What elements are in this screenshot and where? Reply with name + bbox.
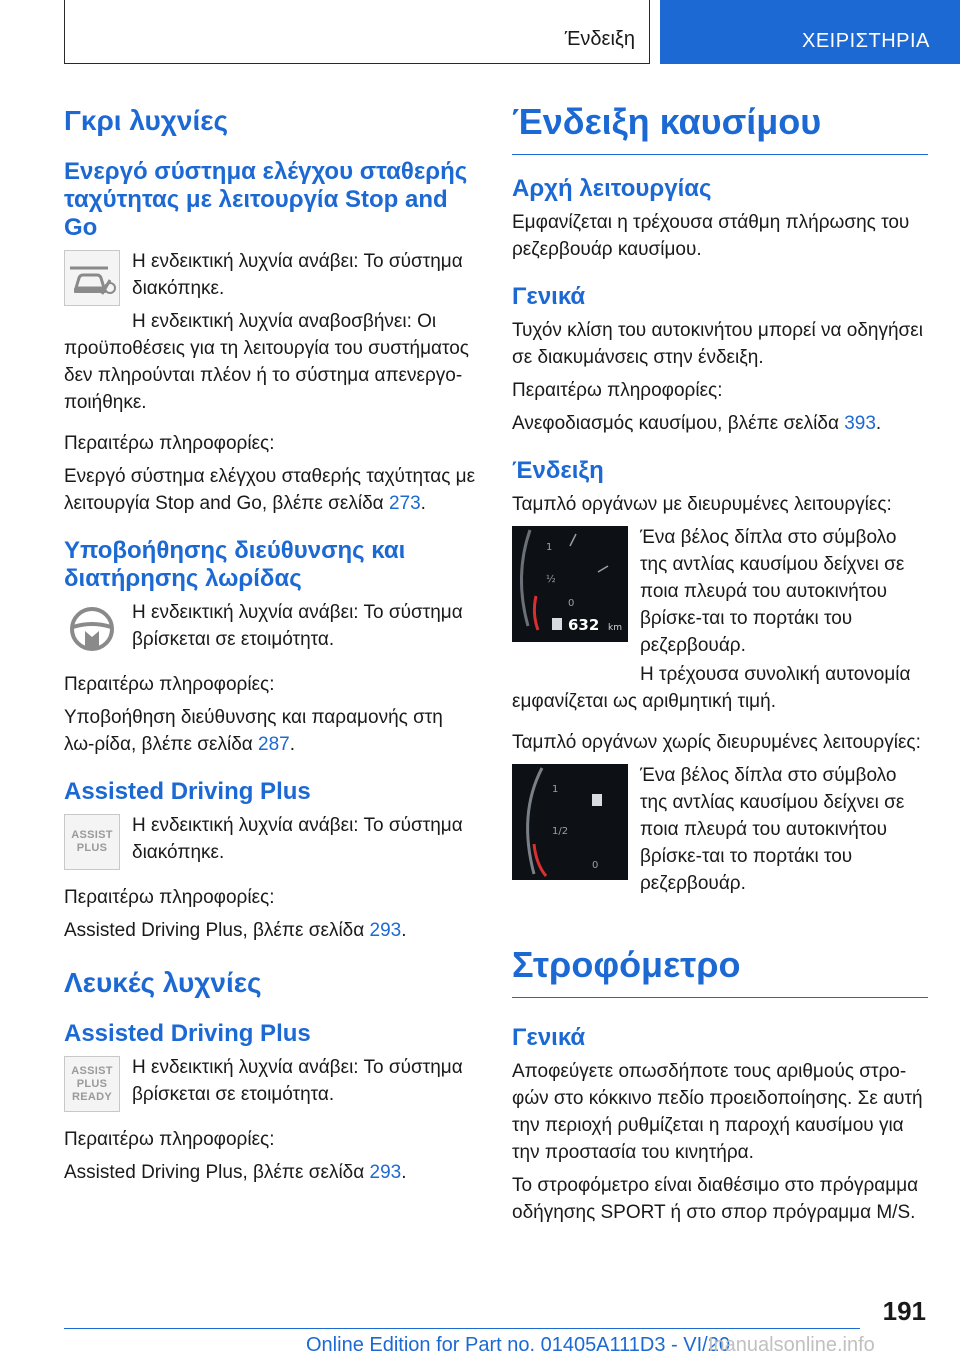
general-heading: Γενικά (512, 283, 586, 310)
display-std-row (512, 762, 928, 897)
left-column (64, 96, 476, 1186)
lane-page-link[interactable]: 287 (258, 734, 290, 755)
header-box (64, 0, 650, 64)
display-ext-range-text: Η τρέχουσα συνολική αυτονομία εμφανίζεται ως αριθμητική τιμή. (512, 664, 911, 712)
adp-heading: Assisted Driving Plus (64, 778, 311, 805)
heading-rule (512, 154, 928, 155)
acc-on-text: Η ενδεικτική λυχνία ανάβει: Το σύστημα διακόπηκε. (132, 251, 463, 299)
lane-heading: Υποβοήθησης διεύθυνσης και διατήρησης λωρίδας (64, 537, 406, 592)
principle-text: Εμφανίζεται η τρέχουσα στάθμη πλήρωσης του ρεζερβουάρ καυσίμου. (512, 212, 910, 260)
svg-text:km: km (608, 623, 622, 633)
general-text: Τυχόν κλίση του αυτοκινήτου μπορεί να οδηγήσει σε διακυμάνσεις στην ένδειξη. (512, 320, 923, 368)
white-lights-heading: Λευκές λυχνίες (64, 967, 262, 998)
footer-edition: Online Edition for Part no. 01405A111D3 - VI/20 (306, 1334, 730, 1356)
acc-indicator-row (64, 248, 476, 306)
svg-text:0: 0 (592, 860, 599, 871)
adp2-more-info: Περαιτέρω πληροφορίες: (64, 1129, 275, 1150)
tacho-text-2: Το στροφόμετρο είναι διαθέσιμο στο πρόγραμμα οδήγησης SPORT ή στο σπορ πρόγραμμα M/S. (512, 1175, 919, 1223)
lane-on-text: Η ενδεικτική λυχνία ανάβει: Το σύστημα βρίσκεται σε ετοιμότητα. (132, 602, 463, 650)
footer-rule (64, 1328, 860, 1329)
tachometer-heading: Στροφόμετρο (512, 944, 741, 985)
display-ext-arrow-text: Ένα βέλος δίπλα στο σύμβολο της αντλίας καυσίμου δείχνει σε ποια πλευρά του αυτοκινήτου βρίσκε-ται το πορτάκι του ρεζερβουάρ. (640, 527, 905, 656)
svg-text:½: ½ (546, 574, 556, 585)
display-std-intro: Ταμπλό οργάνων χωρίς διευρυμένες λειτουργίες: (512, 732, 921, 753)
svg-text:632: 632 (568, 616, 600, 634)
acc-page-link[interactable]: 273 (388, 493, 421, 514)
lane-indicator-row (64, 599, 476, 657)
lane-more-info: Περαιτέρω πληροφορίες: (64, 674, 275, 695)
adp-more-info: Περαιτέρω πληροφορίες: (64, 887, 275, 908)
adp-page-link[interactable]: 293 (369, 920, 402, 941)
principle-heading: Αρχή λειτουργίας (512, 175, 712, 202)
fuel-pump-icon (592, 794, 602, 806)
svg-text:0: 0 (568, 598, 575, 609)
right-column (512, 96, 928, 1226)
extended-fuel-gauge-image (512, 526, 628, 642)
assist-plus-ready-icon: ASSIST PLUS READY (64, 1056, 120, 1112)
adp-reference: Assisted Driving Plus, βλέπε σελίδα 293. (64, 920, 407, 941)
adp2-on-text: Η ενδεικτική λυχνία ανάβει: Το σύστημα βρίσκεται σε ετοιμότητα. (132, 1057, 463, 1105)
page-number: 191 (882, 1296, 926, 1326)
lane-reference: Υποβοήθηση διεύθυνσης και παραμονής στη λω-ρίδα, βλέπε σελίδα 287. (64, 707, 443, 755)
heading-rule (512, 997, 928, 998)
adp-on-text: Η ενδεικτική λυχνία ανάβει: Το σύστημα διακόπηκε. (132, 815, 463, 863)
svg-text:1: 1 (552, 784, 559, 795)
assist-plus-icon: ASSIST PLUS (64, 814, 120, 870)
display-heading: Ένδειξη (512, 457, 604, 484)
acc-car-icon (64, 250, 120, 306)
acc-heading: Ενεργό σύστημα ελέγχου σταθερής ταχύτητας με λειτουργία Stop and Go (64, 158, 468, 241)
standard-fuel-gauge-image (512, 764, 628, 880)
tacho-text-1: Αποφεύγετε οπωσδήποτε τους αριθμούς στρο-φών στο κόκκινο πεδίο προειδοποίησης. Σε αυτή την περιοχή ρυθμίζεται η παροχή καυσίμου για την προστασία του κινητήρα. (512, 1061, 923, 1163)
display-ext-row (512, 524, 928, 659)
adp2-page-link[interactable]: 293 (369, 1162, 402, 1183)
adp2-heading: Assisted Driving Plus (64, 1020, 311, 1047)
general-page-link[interactable]: 393 (844, 413, 876, 434)
header-section-title: Ένδειξη (564, 28, 635, 50)
steering-wheel-icon (64, 601, 120, 657)
general-reference: Ανεφοδιασμός καυσίμου, βλέπε σελίδα 393. (512, 413, 882, 434)
general-more-info: Περαιτέρω πληροφορίες: (512, 380, 723, 401)
adp-indicator-row (64, 812, 476, 870)
adp2-reference: Assisted Driving Plus, βλέπε σελίδα 293. (64, 1162, 407, 1183)
header-chapter-tab[interactable]: ΧΕΙΡΙΣΤΗΡΙΑ (660, 0, 960, 64)
adp2-indicator-row (64, 1054, 476, 1112)
fuel-pump-icon (552, 618, 562, 630)
display-std-arrow-text: Ένα βέλος δίπλα στο σύμβολο της αντλίας καυσίμου δείχνει σε ποια πλευρά του αυτοκινήτου βρίσκε-ται το πορτάκι του ρεζερβουάρ. (640, 765, 905, 894)
footer-watermark: Inanualsonline.info (708, 1334, 875, 1356)
acc-more-info: Περαιτέρω πληροφορίες: (64, 433, 275, 454)
tacho-general-heading: Γενικά (512, 1024, 586, 1051)
display-ext-intro: Ταμπλό οργάνων με διευρυμένες λειτουργίες: (512, 494, 892, 515)
acc-flash-text: Η ενδεικτική λυχνία αναβοσβήνει: Οι προϋποθέσεις για τη λειτουργία του συστήματος δεν πληρούνται πλέον ή το σύστημα απενεργο-ποιήθηκε. (64, 311, 469, 413)
gray-lights-heading: Γκρι λυχνίες (64, 105, 229, 136)
svg-text:1/2: 1/2 (552, 826, 569, 837)
acc-reference: Ενεργό σύστημα ελέγχου σταθερής ταχύτητας με λειτουργία Stop and Go, βλέπε σελίδα 273. (64, 466, 476, 514)
svg-text:1: 1 (546, 542, 553, 553)
fuel-gauge-heading: Ένδειξη καυσίμου (512, 101, 822, 142)
